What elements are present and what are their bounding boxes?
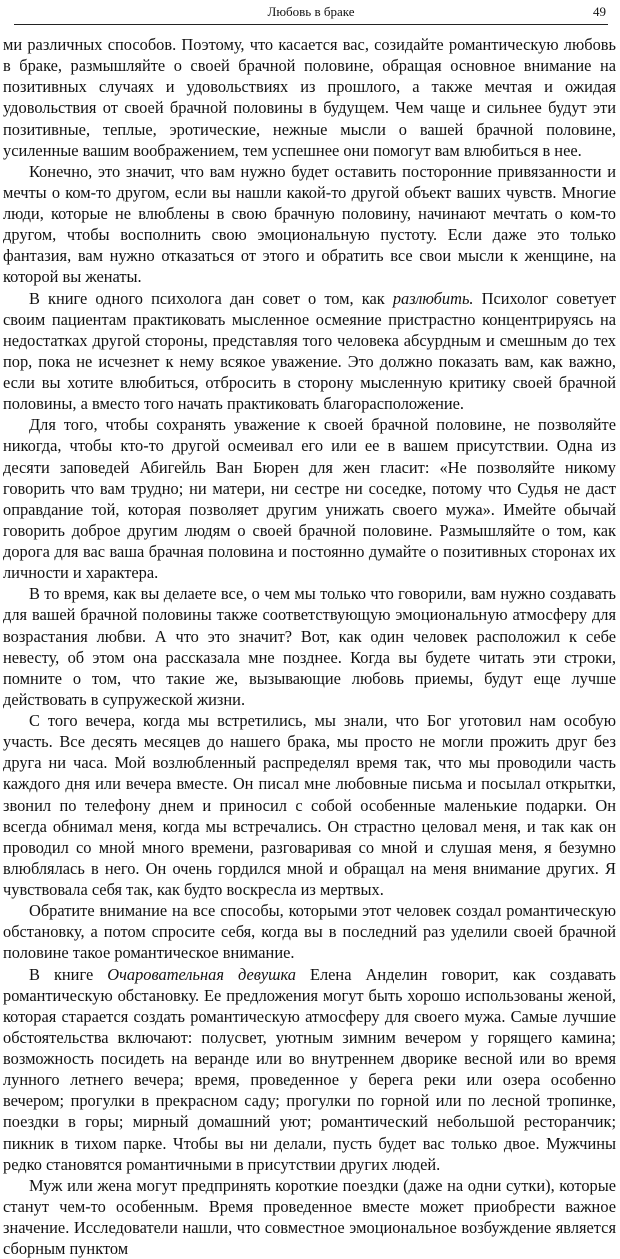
paragraph-1: ми различных способов. Поэтому, что касается вас, созидайте романтическую любовь в браке, размышляйте о своей брачной половине, обращая основное внимание на позитивных случаях и удовольствиях из прошлого, а также мечтая и ожидая удовольствия от своей брачной половины в будущем. Чем чаще и сильнее будут эти позитивные, теплые, эротические, нежные мысли о вашей брачной половине, усиленные вашим воображением, тем успешнее они помогут вам влюбиться в нее. — [3, 35, 616, 160]
paragraph-7: Обратите внимание на все способы, которыми этот человек создал романтическую обстановку, а потом спросите себя, когда вы в последний раз уделили своей брачной половине такое романтическое внимание. — [3, 901, 616, 963]
paragraph-8 — [3, 964, 616, 1175]
body-text — [3, 34, 616, 1259]
italic-book-title: Очаровательная девушка — [107, 964, 296, 984]
paragraph-2: Конечно, это значит, что вам нужно будет оставить посторонние привязанности и мечты о ком-то другом, если вы нашли какой-то другой объект ваших чувств. Многие люди, которые не влюблены в свою брачную половину, начинают мечтать о ком-то другом, чтобы восполнить свою эмоциональную пустоту. Если даже это только фантазия, вам нужно отказаться от этого и обратить все свои мысли к женщине, на которой вы женаты. — [3, 161, 616, 287]
paragraph-8-intro: В книге — [29, 964, 108, 984]
paragraph-3-rest: Психолог советует своим пациентам практиковать мысленное осмеяние пристрастно концентрируясь на недостатках другой стороны, представляя того человека абсурдным и смешным до тех пор, пока не исчезнет к нему всякое уважение. Это должно показать вам, как важно, если вы хотите влюбиться, отбросить в сторону мысленную критику своей брачной половины, а вместо того начать практиковать благорасположение. — [3, 288, 617, 414]
paragraph-8-rest: Елена Анделин говорит, как создавать романтическую обстановку. Ее предложения могут быть хорошо использованы женой, которая старается создать романтическую атмосферу для своего мужа. Самые лучшие обстоятельства включают: полусвет, уютным зимним вечером у горящего камина; возможность посидеть на веранде или во внутреннем дворике весной или во время лунного летнего вечера; время, проведенное у берега реки или озера особенно вечером; прогулки в прекрасном саду; прогулки по горной или по лесной тропинке, поездки в горы; мирный домашний уют; романтический небольшой ресторанчик; пикник в тихом парке. Чтобы вы ни делали, пусть будет вас только двое. Мужчины редко становятся романтичными в присутствии других людей. — [3, 964, 617, 1174]
paragraph-4: Для того, чтобы сохранять уважение к своей брачной половине, не позволяйте никогда, чтобы кто-то другой осмеивал его или ее в вашем присутствии. Одна из десяти заповедей Абигейль Ван Бюрен для жен гласит: «Не позволяйте никому говорить что вам трудно; ни матери, ни сестре ни соседке, потому что Судья не даст оправдание той, которая позволяет другим унижать своего мужа». Имейте обычай говорить доброе другим людям о своей брачной половине. Размышляйте о том, как дорога для вас ваша брачная половина и постоянно думайте о позитивных сторонах их личности и характера. — [3, 415, 616, 583]
page-number: 49 — [593, 4, 606, 19]
paragraph-9: Муж или жена могут предпринять короткие поездки (даже на одни сутки), которые станут чем-то особенным. Время проведенное вместе может приобрести важное значение. Исследователи нашли, что совместное эмоциональное возбуждение является сборным пунктом — [3, 1175, 616, 1259]
running-header — [14, 2, 608, 25]
paragraph-3 — [3, 288, 616, 415]
running-title: Любовь в браке — [267, 4, 355, 19]
paragraph-6: С того вечера, когда мы встретились, мы знали, что Бог уготовил нам особую участь. Все десять месяцев до нашего брака, мы просто не могли прожить друг без друга ни часа. Мой возлюбленный распределял время так, что мы проводили часть каждого дня или вечера вместе. Он писал мне любовные письма и посылал открытки, звонил по телефону днем и приносил с собой особенные маленькие подарки. Он всегда обнимал меня, когда мы встречались. Он страстно целовал меня, и так как он проводил со мной много времени, разговаривая со мной и слушая меня, я безумно влюблялась в него. Он очень гордился мной и обращал на меня внимание других. Я чувствовала себя так, как будто воскресла из мертвых. — [3, 711, 616, 899]
paragraph-3-intro: В книге одного психолога дан совет о том, как — [29, 288, 393, 308]
paragraph-5: В то время, как вы делаете все, о чем мы только что говорили, вам нужно создавать для вашей брачной половины также соответствующую эмоциональную атмосферу для возрастания любви. А что это значит? Вот, как один человек расположил к себе невесту, об этом она рассказала мне позднее. Когда вы будете читать эти строки, помните о том, что такие же, вызывающие любовь приемы, будут еще лучше действовать в супружеской жизни. — [3, 584, 616, 709]
italic-word-unlove: разлюбить. — [392, 288, 474, 308]
